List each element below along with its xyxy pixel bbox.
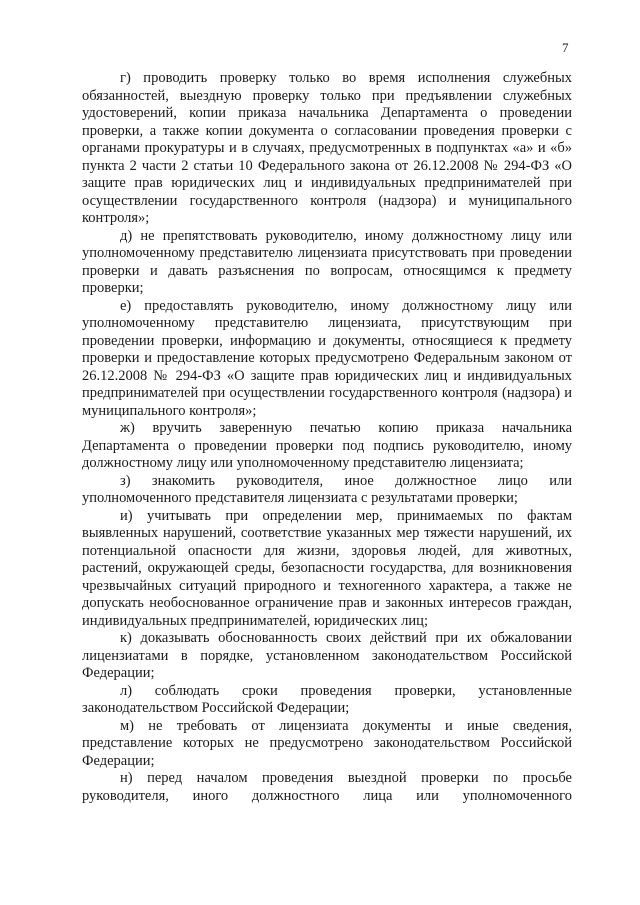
paragraph-z: з) знакомить руководителя, иное должностное лицо или уполномоченного представителя лицензиата с результатами проверки; [82, 472, 572, 506]
page-number: 7 [562, 40, 569, 55]
paragraph-n: н) перед началом проведения выездной проверки по просьбе руководителя, иного должностного лица или уполномоченного [82, 770, 572, 804]
paragraph-i: и) учитывать при определении мер, принимаемых по фактам выявленных нарушений, соответствие указанных мер тяжести нарушений, их потенциальной опасности для жизни, здоровья людей, для животных, растений, окружающей среды, безопасности государства, для возникновения чрезвычайных ситуаций природного и техногенного характера, а также не допускать необоснованное ограничение прав и законных интересов граждан, индивидуальных предпринимателей, юридических лиц; [82, 507, 572, 629]
paragraph-zh: ж) вручить заверенную печатью копию приказа начальника Департамента о проведении проверки под подпись руководителю, иному должностному лицу или уполномоченному представителю лицензиата; [82, 420, 572, 471]
paragraph-g: г) проводить проверку только во время исполнения служебных обязанностей, выездную проверку только при предъявлении служебных удостоверений, копии приказа начальника Департамента о проведении проверки, а также копии документа о согласовании проведения проверки с органами прокуратуры и в случаях, предусмотренных в подпунктах «а» и «б» пункта 2 части 2 статьи 10 Федерального закона от 26.12.2008 № 294-ФЗ «О защите прав юридических лиц и индивидуальных предпринимателей при осуществлении государственного контроля (надзора) и муниципального контроля»; [82, 70, 572, 226]
paragraph-e: е) предоставлять руководителю, иному должностному лицу или уполномоченному представителю лицензиата, присутствующим при проведении проверки, информацию и документы, относящиеся к предмету проверки и предоставление которых предусмотрено Федеральным законом от 26.12.2008 № 294-ФЗ «О защите прав юридических лиц и индивидуальных предпринимателей при осуществлении государственного контроля (надзора) и муниципального контроля»; [82, 297, 572, 419]
paragraph-k: к) доказывать обоснованность своих действий при их обжаловании лицензиатами в порядке, установленном законодательством Российской Федерации; [82, 630, 572, 681]
paragraph-d: д) не препятствовать руководителю, иному должностному лицу или уполномоченному представителю лицензиата присутствовать при проведении проверки и давать разъяснения по вопросам, относящимся к предмету проверки; [82, 227, 572, 296]
paragraph-l: л) соблюдать сроки проведения проверки, установленные законодательством Российской Федерации; [82, 682, 572, 716]
paragraph-m: м) не требовать от лицензиата документы и иные сведения, представление которых не предусмотрено законодательством Российской Федерации; [82, 717, 572, 769]
document-body [82, 70, 572, 805]
